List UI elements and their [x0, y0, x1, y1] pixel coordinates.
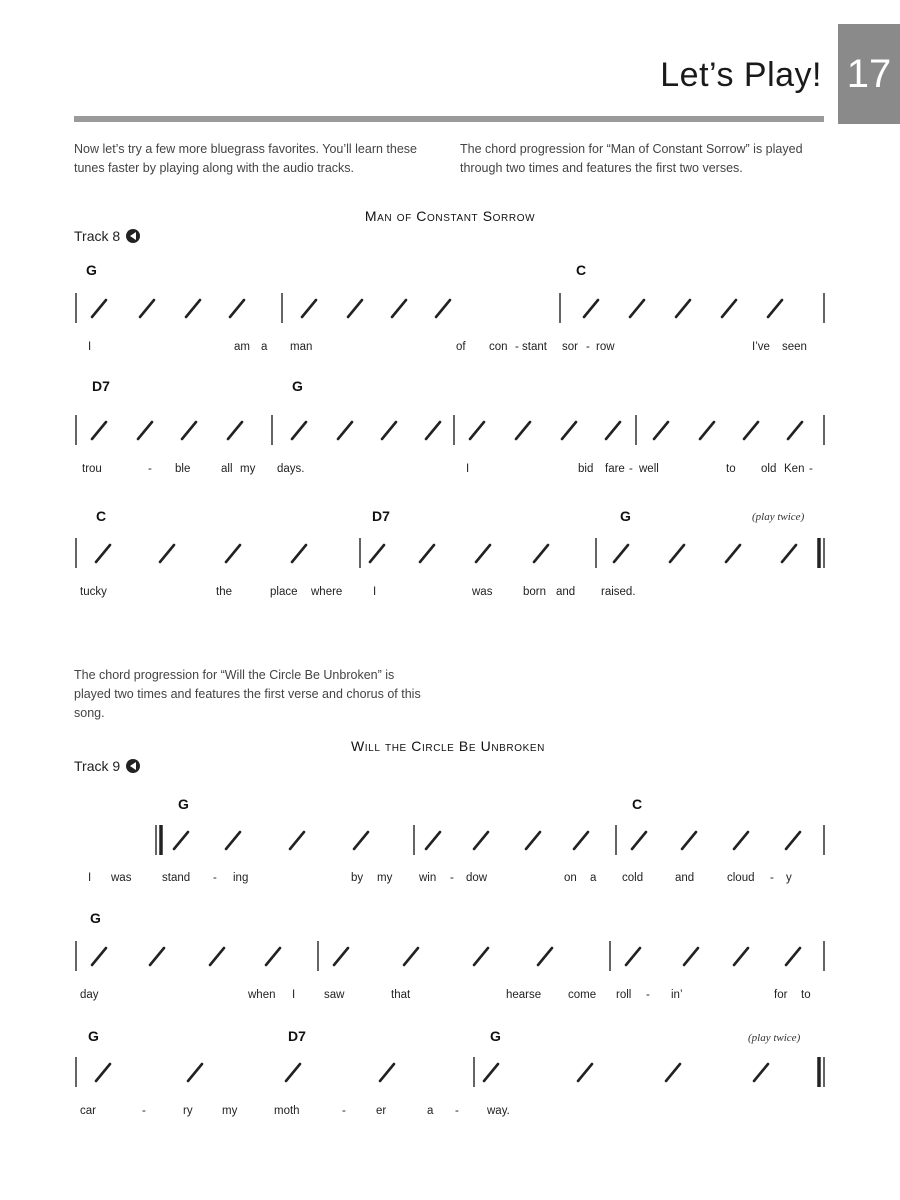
chord: G: [178, 796, 189, 812]
lyric: -: [809, 463, 813, 475]
lyric: in’: [671, 989, 683, 1001]
rhythm-slash: [614, 545, 628, 562]
lyric: I: [466, 463, 470, 475]
rhythm-slash: [92, 422, 106, 439]
track-label: [74, 758, 140, 774]
lyric: trou: [82, 463, 102, 475]
rhythm-slash: [230, 300, 244, 317]
rhythm-slash: [348, 300, 362, 317]
chord: G: [620, 508, 631, 524]
song-title: Man of Constant Sorrow: [364, 208, 536, 224]
lyric: -: [515, 341, 519, 353]
rhythm-slash: [140, 300, 154, 317]
chord: C: [632, 796, 643, 812]
slash-group: [96, 545, 796, 562]
lyric: stand: [162, 872, 191, 884]
lyric: my: [377, 872, 393, 884]
rhythm-slash: [370, 545, 384, 562]
lyric: row: [596, 341, 615, 353]
lyric: ing: [233, 872, 249, 884]
rhythm-slash: [96, 1064, 110, 1081]
rhythm-slash: [266, 948, 280, 965]
rhythm-slash: [470, 422, 484, 439]
slash-group: [96, 1064, 768, 1081]
rhythm-staff: [70, 1054, 830, 1090]
rhythm-slash: [92, 948, 106, 965]
lyric: cold: [622, 872, 644, 884]
lyric: er: [376, 1105, 387, 1117]
lyric: a: [590, 872, 597, 884]
lyric: to: [726, 463, 736, 475]
rhythm-slash: [526, 832, 540, 849]
rhythm-slash: [338, 422, 352, 439]
lyric: for: [774, 989, 788, 1001]
lyric: place: [270, 586, 298, 598]
rhythm-slash: [734, 948, 748, 965]
lyric: con: [489, 341, 508, 353]
lyric: roll: [616, 989, 632, 1001]
rhythm-slash: [188, 1064, 202, 1081]
lyric: by: [351, 872, 364, 884]
chord: D7: [92, 378, 110, 394]
play-twice-note: (play twice): [748, 1032, 801, 1044]
rhythm-slash: [174, 832, 188, 849]
rhythm-slash: [630, 300, 644, 317]
lyric: way.: [487, 1105, 510, 1117]
rhythm-slash: [782, 545, 796, 562]
rhythm-slash: [606, 422, 620, 439]
lyric: I: [88, 872, 92, 884]
rhythm-slash: [626, 948, 640, 965]
lyric: that: [391, 989, 411, 1001]
lyric: -: [455, 1105, 459, 1117]
slash-group: [174, 832, 800, 849]
rhythm-slash: [186, 300, 200, 317]
rhythm-slash: [426, 832, 440, 849]
rhythm-slash: [474, 948, 488, 965]
rhythm-slash: [404, 948, 418, 965]
rhythm-slash: [226, 832, 240, 849]
lyric: to: [801, 989, 811, 1001]
lyric: my: [222, 1105, 238, 1117]
track-name: Track 8: [74, 228, 121, 244]
lyric: was: [472, 586, 493, 598]
lyric: when: [248, 989, 276, 1001]
chord: D7: [372, 508, 390, 524]
rhythm-slash: [734, 832, 748, 849]
rhythm-slash: [722, 300, 736, 317]
chord: G: [90, 910, 101, 926]
intro-left: Now let’s try a few more bluegrass favorites. You’ll learn these tunes faster by playing along with the audio tracks.: [74, 142, 417, 175]
intro-right: The chord progression for “Man of Constant Sorrow” is played through two times and features the first two verses.: [460, 142, 803, 175]
lyric: bid: [578, 463, 594, 475]
page-number: 17: [838, 24, 900, 124]
lyric: a: [261, 341, 268, 353]
slash-group: [92, 422, 802, 439]
lyric: all: [221, 463, 233, 475]
lyric: raised.: [601, 586, 636, 598]
chord: G: [292, 378, 303, 394]
lyric: -: [148, 463, 152, 475]
lyric: well: [639, 463, 659, 475]
rhythm-slash: [290, 832, 304, 849]
song2-intro: The chord progression for “Will the Circle Be Unbroken” is played two times and features the first verse and chorus of this song.: [74, 668, 421, 720]
rhythm-slash: [666, 1064, 680, 1081]
lyric: tucky: [80, 586, 107, 598]
track-label: [74, 228, 140, 244]
rhythm-slash: [286, 1064, 300, 1081]
lyric: ble: [175, 463, 191, 475]
lyric: I: [88, 341, 92, 353]
rhythm-slash: [292, 545, 306, 562]
song-title: Will the Circle Be Unbroken: [350, 738, 545, 754]
lyric: hearse: [506, 989, 542, 1001]
rhythm-slash: [138, 422, 152, 439]
lyric: -: [586, 341, 590, 353]
rhythm-slash: [160, 545, 174, 562]
rhythm-slash: [574, 832, 588, 849]
rhythm-slash: [534, 545, 548, 562]
rhythm-slash: [334, 948, 348, 965]
lyric: -: [629, 463, 633, 475]
rhythm-slash: [516, 422, 530, 439]
rhythm-slash: [382, 422, 396, 439]
lyric: the: [216, 586, 232, 598]
rhythm-slash: [726, 545, 740, 562]
lyric: where: [311, 586, 343, 598]
lyric: cloud: [727, 872, 755, 884]
lyric: of: [456, 341, 466, 353]
rhythm-slash: [392, 300, 406, 317]
lyric: am: [234, 341, 250, 353]
rhythm-slash: [700, 422, 714, 439]
lyric: I: [292, 989, 296, 1001]
rhythm-slash: [354, 832, 368, 849]
lyric: I’ve: [752, 341, 770, 353]
rhythm-slash: [426, 422, 440, 439]
rhythm-staff: [70, 290, 830, 326]
lyric: fare: [605, 463, 625, 475]
rhythm-slash: [474, 832, 488, 849]
rhythm-slash: [182, 422, 196, 439]
header-rule: [74, 116, 824, 122]
lyric: moth: [274, 1105, 300, 1117]
lyric: -: [213, 872, 217, 884]
chord: C: [96, 508, 107, 524]
rhythm-slash: [150, 948, 164, 965]
audio-speaker-icon[interactable]: [126, 229, 140, 243]
chord: D7: [288, 1028, 306, 1044]
lyric: a: [427, 1105, 434, 1117]
rhythm-slash: [754, 1064, 768, 1081]
rhythm-slash: [538, 948, 552, 965]
rhythm-slash: [476, 545, 490, 562]
lyric: dow: [466, 872, 488, 884]
rhythm-slash: [292, 422, 306, 439]
rhythm-staff: [70, 938, 830, 974]
lyric: days.: [277, 463, 305, 475]
lyric: -: [342, 1105, 346, 1117]
rhythm-slash: [632, 832, 646, 849]
rhythm-slash: [584, 300, 598, 317]
rhythm-slash: [684, 948, 698, 965]
lyric: my: [240, 463, 256, 475]
rhythm-slash: [676, 300, 690, 317]
lyric: car: [80, 1105, 96, 1117]
rhythm-slash: [578, 1064, 592, 1081]
lyric: on: [564, 872, 577, 884]
lyric: sor: [562, 341, 578, 353]
rhythm-slash: [682, 832, 696, 849]
rhythm-staff: [70, 412, 830, 448]
page-title: Let’s Play!: [660, 56, 822, 94]
lyric: old: [761, 463, 777, 475]
lyric: -: [142, 1105, 146, 1117]
lyric: saw: [324, 989, 345, 1001]
rhythm-slash: [228, 422, 242, 439]
rhythm-slash: [786, 832, 800, 849]
rhythm-slash: [420, 545, 434, 562]
lyric: ry: [183, 1105, 193, 1117]
rhythm-staff: [70, 535, 830, 571]
rhythm-slash: [654, 422, 668, 439]
play-twice-note: (play twice): [752, 511, 805, 523]
audio-speaker-icon[interactable]: [126, 759, 140, 773]
slash-group: [92, 948, 800, 965]
rhythm-slash: [210, 948, 224, 965]
lyric: -: [646, 989, 650, 1001]
chord: G: [88, 1028, 99, 1044]
lyric: y: [786, 872, 792, 884]
lyric: win: [419, 872, 437, 884]
rhythm-slash: [302, 300, 316, 317]
track-name: Track 9: [74, 758, 121, 774]
lyric: born: [523, 586, 547, 598]
lyric: and: [675, 872, 695, 884]
lyric: -: [770, 872, 774, 884]
lyric: come: [568, 989, 597, 1001]
rhythm-slash: [436, 300, 450, 317]
lyric: day: [80, 989, 99, 1001]
chord: C: [576, 262, 587, 278]
rhythm-slash: [670, 545, 684, 562]
rhythm-slash: [92, 300, 106, 317]
rhythm-slash: [786, 948, 800, 965]
slash-group: [92, 300, 782, 317]
lyric: man: [290, 341, 313, 353]
lyric: I: [373, 586, 377, 598]
rhythm-slash: [484, 1064, 498, 1081]
chord: G: [86, 262, 97, 278]
lyric: seen: [782, 341, 807, 353]
rhythm-slash: [380, 1064, 394, 1081]
chord: G: [490, 1028, 501, 1044]
rhythm-slash: [562, 422, 576, 439]
rhythm-slash: [744, 422, 758, 439]
rhythm-slash: [96, 545, 110, 562]
lyric: Ken: [784, 463, 805, 475]
rhythm-slash: [788, 422, 802, 439]
lyric: was: [111, 872, 132, 884]
lyric: -: [450, 872, 454, 884]
lyric: and: [556, 586, 576, 598]
rhythm-slash: [768, 300, 782, 317]
lyric: stant: [522, 341, 547, 353]
rhythm-staff: [70, 822, 830, 858]
rhythm-slash: [226, 545, 240, 562]
